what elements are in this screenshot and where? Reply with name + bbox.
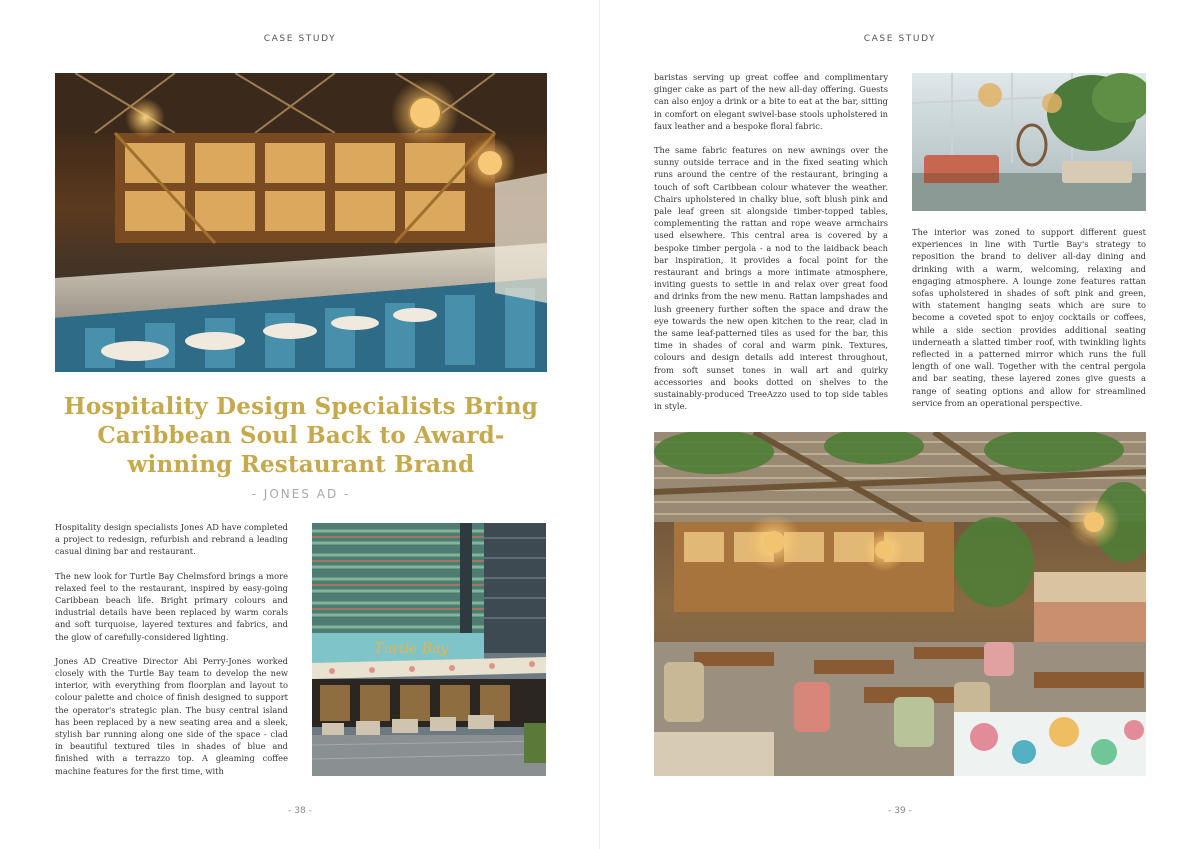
storefront-sign-text: Turtle Bay — [374, 641, 449, 657]
byline: - JONES AD - — [251, 487, 351, 501]
page-number: - 39 - — [888, 806, 912, 816]
right-body-column-1 — [654, 71, 888, 424]
bar-interior-photo — [55, 73, 547, 372]
right-body-column-2 — [912, 226, 1146, 421]
dining-area-photo — [654, 432, 1146, 776]
body-paragraph: The interior was zoned to support different guest experiences in line with Turtle Bay's strategy to reposition the brand to deliver all-day dining and drinking with a warm, welcoming, relaxing and engaging atmosphere. A lounge zone features rattan sofas upholstered in shades of soft pink and green, with statement hanging seats which are sure to become a coveted spot to enjoy cocktails or coffees, while a side section provides additional seating underneath a slatted timber roof, with twinkling lights reflected in a patterned mirror which runs the full length of one wall. Together with the central pergola and bar seating, these layered zones give guests a range of seating options and allow for streamlined service from an operational perspective. — [912, 227, 1146, 408]
body-paragraph: baristas serving up great coffee and complimentary ginger cake as part of the new all-day offering. Guests can also enjoy a drink or a bite to eat at the bar, sitting in comfort on elegant swivel-base stools upholstered in faux leather and a bespoke floral fabric. — [654, 72, 888, 131]
lounge-zone-photo — [912, 73, 1146, 211]
storefront-photo — [312, 523, 546, 776]
right-page — [600, 0, 1200, 849]
page-header: CASE STUDY — [263, 34, 337, 44]
article-headline: Hospitality Design Specialists Bring Caribbean Soul Back to Award-winning Restaurant Brand — [63, 393, 539, 478]
page-number: - 38 - — [288, 806, 312, 816]
body-paragraph: Hospitality design specialists Jones AD have completed a project to redesign, refurbish and rebrand a leading casual dining bar and restaurant. — [55, 522, 288, 557]
body-paragraph: The new look for Turtle Bay Chelmsford brings a more relaxed feel to the restaurant, inspired by easy-going Caribbean beach life. Bright primary colours and industrial details have been replaced by warm corals and soft turquoise, layered textures and fabrics, and the glow of carefully-considered lighting. — [55, 570, 288, 642]
body-paragraph: Jones AD Creative Director Abi Perry-Jones worked closely with the Turtle Bay team to develop the new interior, with everything from floorplan and layout to colour palette and choice of finish designed to support the operator's strategic plan. The busy central island has been replaced by a new seating area and a sleek, stylish bar running along one side of the space - clad in beautiful textured tiles in shades of blue and finished with a terrazzo top. A gleaming coffee machine features for the first time, with — [55, 655, 288, 776]
page-header: CASE STUDY — [863, 34, 937, 44]
body-paragraph: The same fabric features on new awnings over the sunny outside terrace and in the fixed seating which runs around the centre of the restaurant, bringing a touch of soft Caribbean colour whatever the weather. Chairs upholstered in chalky blue, soft blush pink and pale leaf green sit alongside timber-topped tables, complementing the rattan and rope weave armchairs used elsewhere. This central area is covered by a bespoke timber pergola - a nod to the laidback beach bar inspiration, it provides a focal point for the restaurant and brings a more intimate atmosphere, inviting guests to settle in and relax over great food and drinks from the new menu. Rattan lampshades and lush greenery further soften the space and draw the eye towards the new open kitchen to the rear, clad in the same leaf-patterned tiles as used for the bar, this time in shades of coral and warm pink. Textures, colours and design details add interest throughout, from soft sunset tones in wall art and quirky accessories and books dotted on shelves to the sustainably-produced TreeAzzo used to top side tables in style. — [654, 145, 888, 412]
left-body-column — [55, 521, 288, 789]
